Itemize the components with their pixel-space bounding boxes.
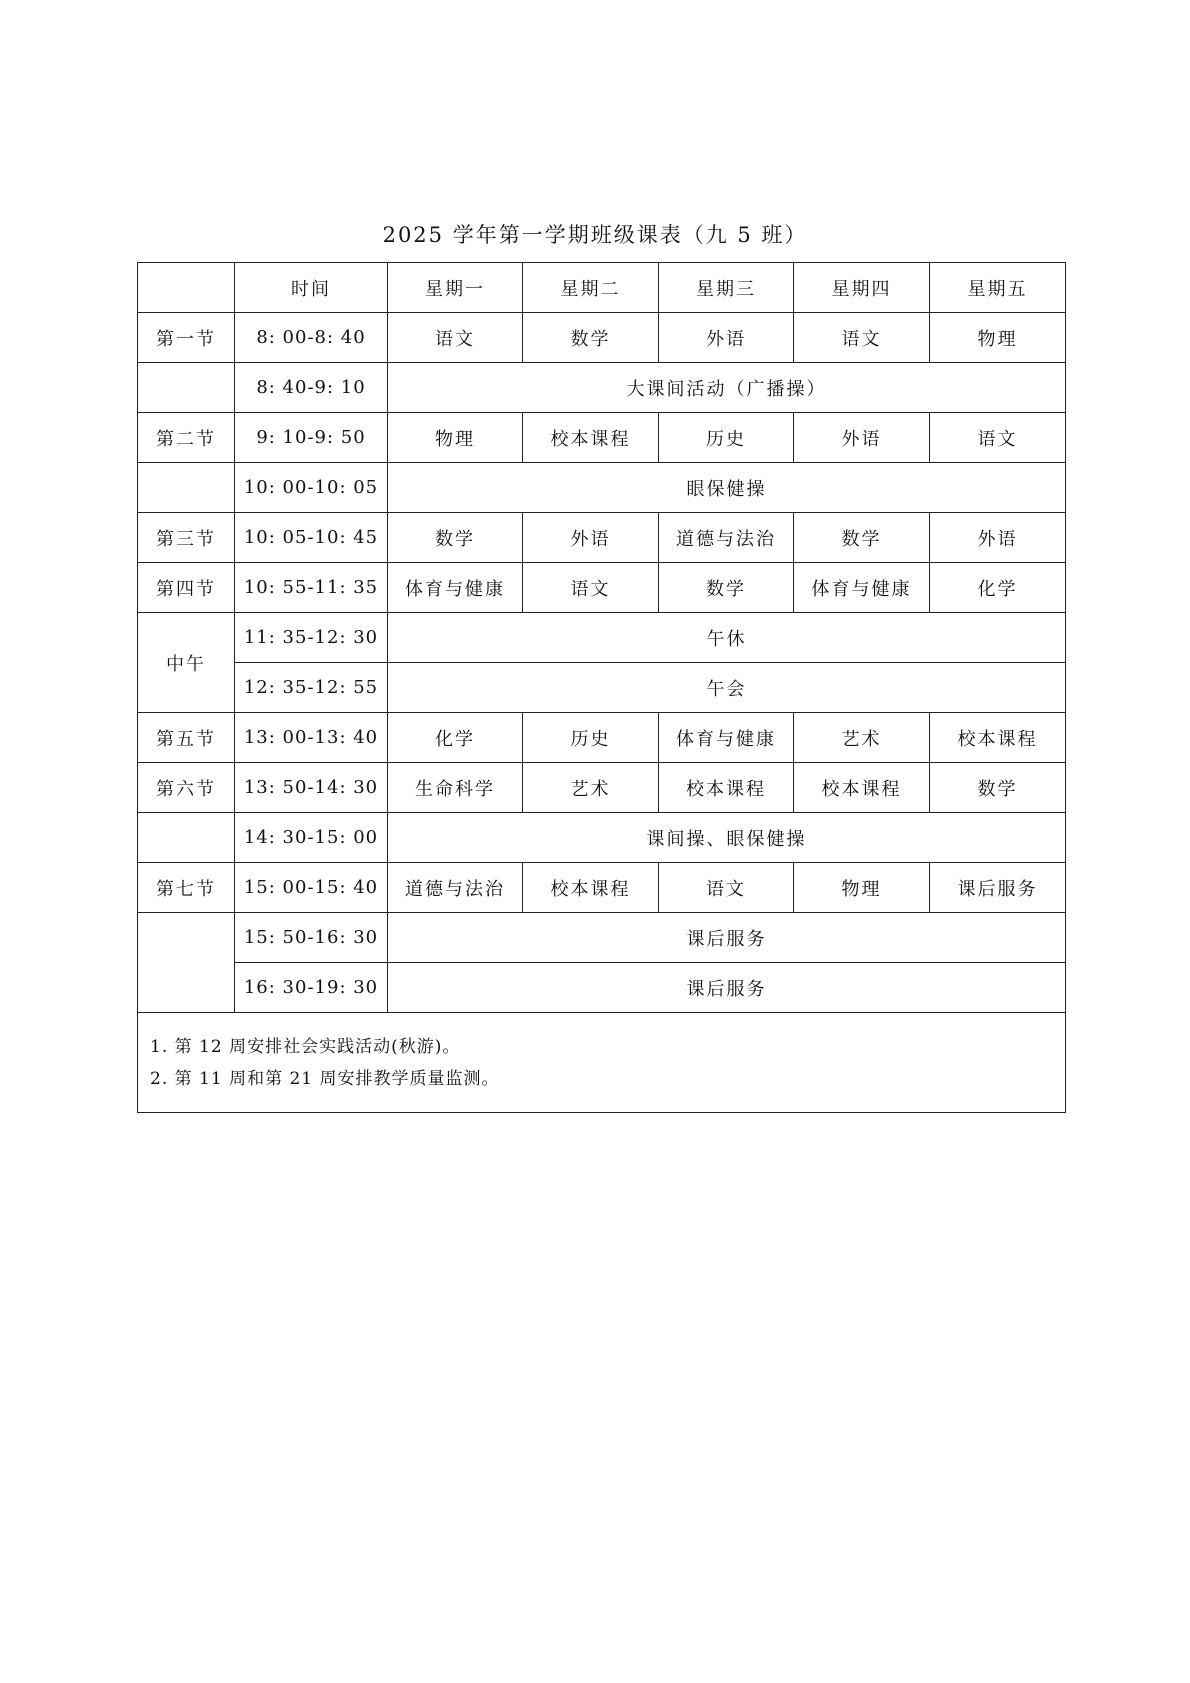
subject-cell: 道德与法治 xyxy=(659,513,794,563)
subject-cell: 生命科学 xyxy=(388,763,523,813)
subject-cell: 物理 xyxy=(794,863,930,913)
period-label-empty xyxy=(138,913,235,1013)
class-schedule-table xyxy=(137,262,1066,1113)
subject-cell: 艺术 xyxy=(523,763,659,813)
note-line: 1. 第 12 周安排社会实践活动(秋游)。 xyxy=(150,1037,461,1057)
subject-cell: 体育与健康 xyxy=(794,563,930,613)
subject-cell: 语文 xyxy=(794,313,930,363)
table-row xyxy=(138,613,1066,663)
subject-cell: 课后服务 xyxy=(930,863,1066,913)
subject-cell: 数学 xyxy=(523,313,659,363)
period-time: 9: 10-9: 50 xyxy=(235,413,388,463)
period-time: 16: 30-19: 30 xyxy=(235,963,388,1013)
subject-cell: 物理 xyxy=(930,313,1066,363)
subject-cell: 道德与法治 xyxy=(388,863,523,913)
subject-cell: 校本课程 xyxy=(523,863,659,913)
period-label-empty xyxy=(138,363,235,413)
header-friday: 星期五 xyxy=(930,263,1066,313)
subject-cell: 校本课程 xyxy=(794,763,930,813)
subject-cell: 校本课程 xyxy=(523,413,659,463)
table-row xyxy=(138,363,1066,413)
subject-cell: 语文 xyxy=(659,863,794,913)
subject-cell: 语文 xyxy=(388,313,523,363)
table-row xyxy=(138,813,1066,863)
activity-cell: 大课间活动（广播操） xyxy=(388,363,1066,413)
header-row xyxy=(138,263,1066,313)
notes-row xyxy=(138,1013,1066,1113)
table-row xyxy=(138,563,1066,613)
period-label: 第一节 xyxy=(138,313,235,363)
period-label: 中午 xyxy=(138,613,235,713)
subject-cell: 数学 xyxy=(794,513,930,563)
activity-cell: 午会 xyxy=(388,663,1066,713)
period-time: 8: 40-9: 10 xyxy=(235,363,388,413)
table-row xyxy=(138,663,1066,713)
header-time: 时间 xyxy=(235,263,388,313)
subject-cell: 外语 xyxy=(659,313,794,363)
period-label-empty xyxy=(138,463,235,513)
subject-cell: 化学 xyxy=(388,713,523,763)
period-time: 13: 50-14: 30 xyxy=(235,763,388,813)
subject-cell: 数学 xyxy=(388,513,523,563)
activity-cell: 课间操、眼保健操 xyxy=(388,813,1066,863)
table-row xyxy=(138,513,1066,563)
subject-cell: 语文 xyxy=(930,413,1066,463)
table-row xyxy=(138,413,1066,463)
subject-cell: 语文 xyxy=(523,563,659,613)
subject-cell: 物理 xyxy=(388,413,523,463)
period-label: 第六节 xyxy=(138,763,235,813)
table-row xyxy=(138,963,1066,1013)
header-corner-cell xyxy=(138,263,235,313)
activity-cell: 午休 xyxy=(388,613,1066,663)
period-time: 13: 00-13: 40 xyxy=(235,713,388,763)
table-row xyxy=(138,463,1066,513)
period-label: 第五节 xyxy=(138,713,235,763)
subject-cell: 校本课程 xyxy=(930,713,1066,763)
period-time: 11: 35-12: 30 xyxy=(235,613,388,663)
table-row xyxy=(138,313,1066,363)
subject-cell: 数学 xyxy=(659,563,794,613)
activity-cell: 眼保健操 xyxy=(388,463,1066,513)
table-row xyxy=(138,713,1066,763)
period-time: 10: 00-10: 05 xyxy=(235,463,388,513)
subject-cell: 化学 xyxy=(930,563,1066,613)
header-tuesday: 星期二 xyxy=(523,263,659,313)
period-time: 10: 55-11: 35 xyxy=(235,563,388,613)
schedule-title: 2025 学年第一学期班级课表（九 5 班） xyxy=(382,223,808,247)
table-row xyxy=(138,763,1066,813)
period-time: 8: 00-8: 40 xyxy=(235,313,388,363)
period-time: 14: 30-15: 00 xyxy=(235,813,388,863)
notes-cell xyxy=(138,1013,1066,1113)
period-time: 10: 05-10: 45 xyxy=(235,513,388,563)
subject-cell: 校本课程 xyxy=(659,763,794,813)
period-time: 15: 50-16: 30 xyxy=(235,913,388,963)
subject-cell: 外语 xyxy=(794,413,930,463)
table-row xyxy=(138,863,1066,913)
period-label: 第四节 xyxy=(138,563,235,613)
subject-cell: 历史 xyxy=(523,713,659,763)
subject-cell: 数学 xyxy=(930,763,1066,813)
period-time: 15: 00-15: 40 xyxy=(235,863,388,913)
period-label-empty xyxy=(138,813,235,863)
subject-cell: 体育与健康 xyxy=(659,713,794,763)
period-time: 12: 35-12: 55 xyxy=(235,663,388,713)
header-thursday: 星期四 xyxy=(794,263,930,313)
subject-cell: 艺术 xyxy=(794,713,930,763)
period-label: 第三节 xyxy=(138,513,235,563)
activity-cell: 课后服务 xyxy=(388,913,1066,963)
table-row xyxy=(138,913,1066,963)
subject-cell: 体育与健康 xyxy=(388,563,523,613)
period-label: 第七节 xyxy=(138,863,235,913)
activity-cell: 课后服务 xyxy=(388,963,1066,1013)
period-label: 第二节 xyxy=(138,413,235,463)
note-line: 2. 第 11 周和第 21 周安排教学质量监测。 xyxy=(150,1069,500,1089)
subject-cell: 外语 xyxy=(930,513,1066,563)
header-wednesday: 星期三 xyxy=(659,263,794,313)
header-monday: 星期一 xyxy=(388,263,523,313)
subject-cell: 外语 xyxy=(523,513,659,563)
subject-cell: 历史 xyxy=(659,413,794,463)
